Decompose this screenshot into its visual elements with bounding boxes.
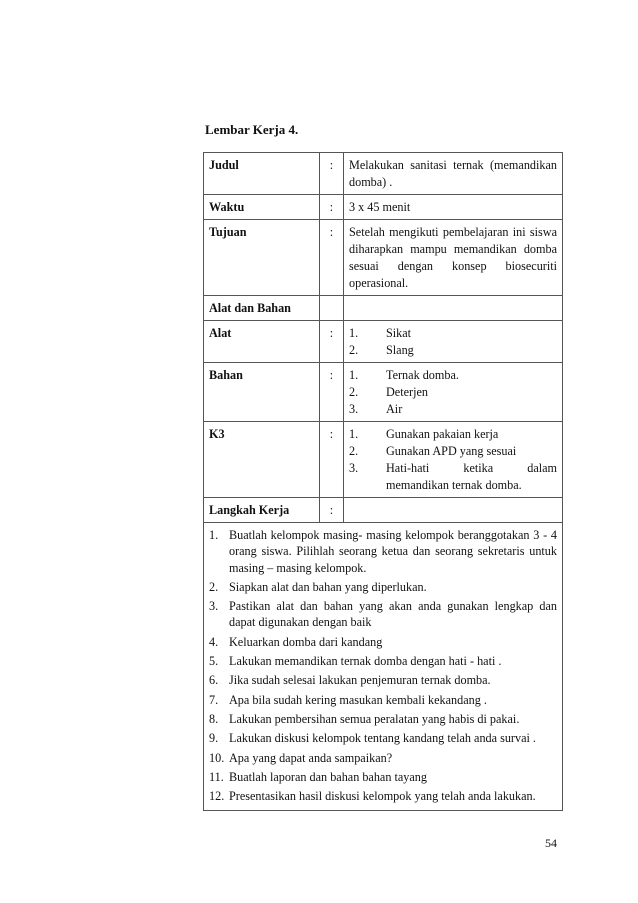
step-number: 6. [209, 673, 219, 688]
separator: : [320, 321, 344, 363]
step-number: 2. [209, 579, 219, 594]
worksheet-title: Lembar Kerja 4. [205, 122, 299, 137]
label-bahan: Bahan [204, 363, 320, 422]
list-item [349, 367, 557, 384]
step-text: Apa bila sudah kering masukan kembali kekandang . [229, 692, 487, 707]
step-text: Presentasikan hasil diskusi kelompok yang telah anda lakukan. [229, 789, 536, 804]
step-number: 4. [209, 634, 219, 649]
item-text: Air [386, 402, 403, 416]
step-text: Lakukan pembersihan semua peralatan yang habis di pakai. [229, 711, 520, 726]
separator: : [320, 153, 344, 195]
value-waktu: 3 x 45 menit [344, 195, 563, 220]
step-text: Buatlah kelompok masing- masing kelompok beranggotakan 3 - 4 orang siswa. Pilihlah seorang ketua dan seorang sekretaris untuk masing – masing kelompok. [229, 528, 557, 575]
value-tujuan: Setelah mengikuti pembelajaran ini siswa diharapkan mampu memandikan domba sesuai dengan konsep biosecuriti operasional. [344, 220, 563, 296]
step-item [209, 769, 557, 785]
page-number: 54 [545, 836, 557, 850]
item-text: Slang [386, 343, 414, 357]
row-alat [204, 321, 563, 363]
step-number: 1. [209, 528, 219, 542]
item-text: Sikat [386, 326, 412, 340]
step-text: Apa yang dapat anda sampaikan? [229, 750, 393, 765]
separator: : [320, 422, 344, 498]
list-item [349, 443, 557, 460]
list-item [349, 426, 557, 443]
step-item [209, 692, 557, 708]
step-number: 12. [209, 789, 225, 804]
list-item [349, 401, 557, 418]
step-item [209, 653, 557, 669]
step-number: 8. [209, 711, 219, 726]
row-alat-dan-bahan [204, 296, 563, 321]
step-text: Pastikan alat dan bahan yang akan anda gunakan lengkap dan dapat digunakan dengan baik [229, 599, 557, 630]
value-bahan [344, 363, 563, 422]
item-text: Hati-hati ketika dalam memandikan ternak domba. [386, 461, 557, 492]
label-k3: K3 [204, 422, 320, 498]
step-item [209, 711, 557, 727]
list-item [349, 460, 557, 494]
row-k3 [204, 422, 563, 498]
item-number: 1. [349, 427, 359, 441]
step-item [209, 730, 557, 746]
step-text: Lakukan diskusi kelompok tentang kandang telah anda survai . [229, 731, 536, 746]
item-number: 3. [349, 461, 359, 475]
row-waktu [204, 195, 563, 220]
separator: : [320, 195, 344, 220]
step-text: Keluarkan domba dari kandang [229, 634, 383, 649]
step-item [209, 750, 557, 766]
step-item [209, 598, 557, 631]
item-number: 1. [349, 368, 359, 382]
step-number: 11. [209, 769, 224, 784]
list-item [349, 325, 557, 342]
step-item [209, 527, 557, 576]
item-number: 2. [349, 385, 359, 399]
label-alat-dan-bahan: Alat dan Bahan [204, 296, 320, 321]
step-item [209, 579, 557, 595]
step-text: Lakukan memandikan ternak domba dengan hati - hati . [229, 654, 502, 669]
step-number: 3. [209, 599, 219, 614]
item-text: Gunakan APD yang sesuai [386, 444, 517, 458]
step-text: Siapkan alat dan bahan yang diperlukan. [229, 579, 427, 594]
list-item [349, 342, 557, 359]
label-judul: Judul [204, 153, 320, 195]
steps-list [209, 527, 557, 804]
value-judul: Melakukan sanitasi ternak (memandikan domba) . [344, 153, 563, 195]
row-judul [204, 153, 563, 195]
value-k3 [344, 422, 563, 498]
value-langkah-kerja [344, 498, 563, 523]
step-item [209, 672, 557, 688]
item-text: Ternak domba. [386, 368, 459, 382]
row-tujuan [204, 220, 563, 296]
worksheet-table [203, 152, 563, 811]
row-steps [204, 523, 563, 811]
item-number: 2. [349, 444, 359, 458]
row-bahan [204, 363, 563, 422]
item-text: Gunakan pakaian kerja [386, 427, 499, 441]
label-tujuan: Tujuan [204, 220, 320, 296]
item-text: Deterjen [386, 385, 428, 399]
step-number: 9. [209, 731, 219, 746]
item-number: 1. [349, 326, 359, 340]
list-item [349, 384, 557, 401]
value-alat-dan-bahan [344, 296, 563, 321]
step-text: Buatlah laporan dan bahan bahan tayang [229, 769, 427, 784]
item-number: 3. [349, 402, 359, 416]
label-langkah-kerja: Langkah Kerja [204, 498, 320, 523]
label-waktu: Waktu [204, 195, 320, 220]
step-item [209, 634, 557, 650]
label-alat: Alat [204, 321, 320, 363]
step-item [209, 788, 557, 804]
steps-cell [204, 523, 563, 811]
row-langkah-kerja [204, 498, 563, 523]
step-number: 5. [209, 654, 219, 669]
separator [320, 296, 344, 321]
step-number: 7. [209, 692, 219, 707]
value-alat [344, 321, 563, 363]
step-text: Jika sudah selesai lakukan penjemuran ternak domba. [229, 673, 491, 688]
separator: : [320, 220, 344, 296]
item-number: 2. [349, 343, 359, 357]
step-number: 10. [209, 750, 225, 765]
separator: : [320, 498, 344, 523]
separator: : [320, 363, 344, 422]
